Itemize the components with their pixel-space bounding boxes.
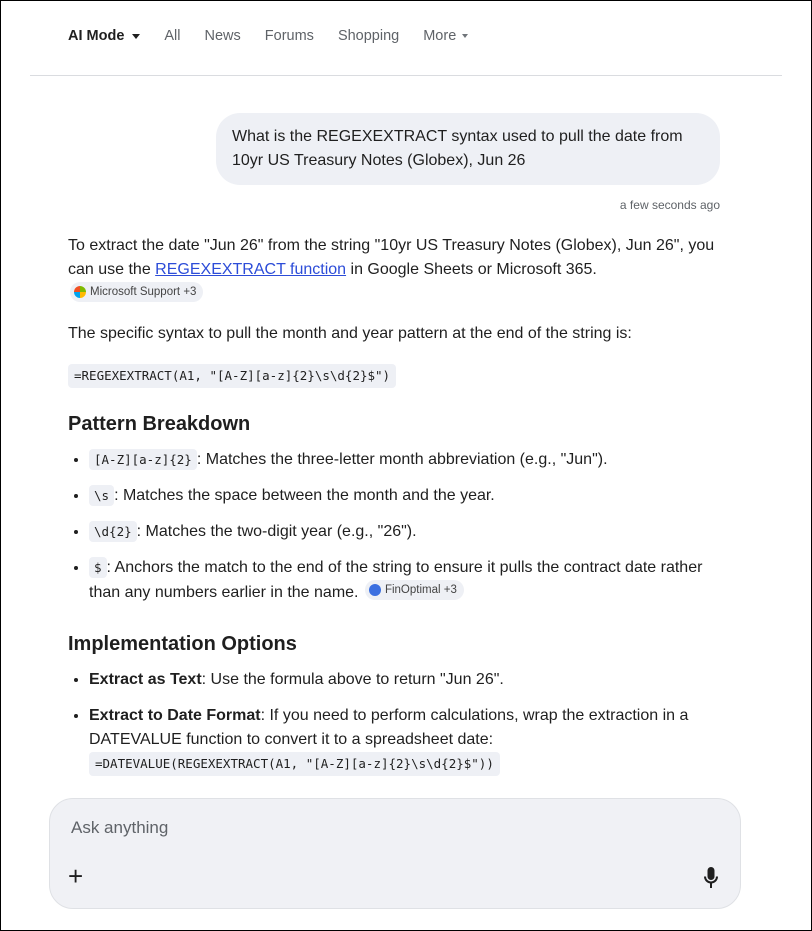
list-item-text: : Anchors the match to the end of the string to ensure it pulls the contract date rather than any numbers earlier in the name. [89, 559, 703, 601]
list-item [89, 668, 728, 692]
microphone-icon[interactable] [704, 867, 718, 889]
answer-intro [68, 234, 728, 307]
list-item-title: Extract as Text [89, 671, 202, 688]
message-timestamp: a few seconds ago [619, 198, 720, 212]
syntax-code: =REGEXEXTRACT(A1, "[A-Z][a-z]{2}\s\d{2}$") [68, 364, 396, 388]
pattern-heading: Pattern Breakdown [68, 413, 251, 435]
plus-icon[interactable]: + [68, 861, 84, 891]
list-item [89, 448, 728, 472]
inline-code: \s [89, 485, 114, 506]
syntax-code-wrap [68, 364, 728, 388]
list-item-title: Extract to Date Format [89, 707, 261, 724]
source-chip-label: Microsoft Support +3 [90, 286, 197, 298]
tab-forums[interactable]: Forums [264, 28, 314, 44]
ask-input[interactable] [69, 817, 673, 839]
tab-label: AI Mode [68, 28, 125, 44]
intro-text: in Google Sheets or Microsoft 365. [346, 261, 597, 278]
source-chip-label: FinOptimal +3 [384, 584, 457, 596]
tab-more[interactable] [423, 28, 468, 44]
pattern-section [68, 410, 728, 605]
source-chip[interactable] [70, 282, 203, 302]
pattern-list [68, 448, 728, 605]
ask-input-box [49, 798, 741, 909]
caret-down-icon [132, 34, 140, 39]
implementation-section [68, 630, 728, 776]
implementation-heading: Implementation Options [68, 633, 297, 655]
list-item [89, 556, 728, 605]
list-item-text: : Use the formula above to return "Jun 26". [201, 671, 504, 688]
finoptimal-logo-icon [369, 584, 381, 596]
list-item-text: : If you need to perform calculations, wrap the extraction in a DATEVALUE function to convert it to a spreadsheet date: [89, 707, 689, 748]
inline-code: \d{2} [89, 521, 137, 542]
list-item-text: : Matches the space between the month and the year. [114, 487, 495, 504]
implementation-list [68, 668, 728, 776]
regexextract-function-link[interactable]: REGEXEXTRACT function [155, 261, 347, 278]
header-divider [30, 75, 782, 76]
list-item [89, 704, 728, 776]
inline-code: [A-Z][a-z]{2} [89, 449, 197, 470]
microsoft-logo-icon [74, 286, 86, 298]
list-item [89, 520, 728, 544]
tab-label: More [423, 28, 457, 44]
intro-text: To extract the date "Jun 26" from the string "10yr US Treasury Notes (Globex), Jun 26", you can use the [68, 237, 715, 278]
tab-news[interactable]: News [204, 28, 241, 44]
tab-all[interactable]: All [164, 28, 181, 44]
inline-code: $ [89, 557, 107, 578]
list-item-text: : Matches the three-letter month abbreviation (e.g., "Jun"). [196, 451, 608, 468]
user-message-bubble: What is the REGEXEXTRACT syntax used to pull the date from 10yr US Treasury Notes (Globex), Jun 26 [216, 113, 720, 185]
tab-ai-mode[interactable] [68, 28, 140, 44]
list-item-text: : Matches the two-digit year (e.g., "26"). [136, 523, 417, 540]
syntax-intro: The specific syntax to pull the month and year pattern at the end of the string is: [68, 325, 632, 342]
tab-shopping[interactable]: Shopping [337, 28, 400, 44]
list-item [89, 484, 728, 508]
datevalue-code: =DATEVALUE(REGEXEXTRACT(A1, "[A-Z][a-z]{2}\s\d{2}$")) [89, 752, 500, 776]
search-mode-tabs [68, 28, 492, 44]
source-chip[interactable] [365, 580, 464, 600]
caret-down-icon [462, 34, 468, 38]
